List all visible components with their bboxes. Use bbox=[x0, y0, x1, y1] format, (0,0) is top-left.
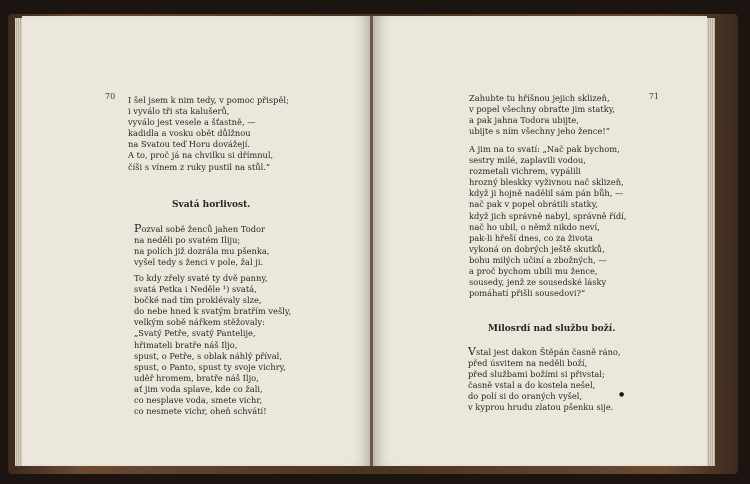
text-line: časně vstal a do kostela nešel, bbox=[468, 380, 596, 391]
poem-heading: Svatá horlivost. bbox=[172, 200, 251, 210]
text-line: kadidla a vosku obět důlžnou bbox=[128, 128, 251, 139]
text-line: před úsvitem na neděli boží, bbox=[468, 358, 588, 369]
text-line: Zahubte tu hříšnou jejich sklizeň, bbox=[469, 93, 610, 103]
text-line: spust, o Petře, s oblak náhlý příval, bbox=[134, 350, 282, 361]
text-line bbox=[468, 346, 621, 358]
poem-stanza bbox=[469, 144, 626, 299]
text-line: bočké nad tím proklévaly slze, bbox=[134, 295, 262, 306]
page-number: 70 bbox=[105, 92, 116, 101]
text-line: co nesmete vichr, oheň schvátí! bbox=[134, 406, 267, 417]
text-line: do polí si do oraných vyšel, bbox=[468, 391, 583, 402]
text-line: když ji hojně nadělil sám pán bůh, — bbox=[469, 188, 624, 199]
text-line-rest: stal jest dakon Štěpán časně ráno, bbox=[475, 347, 621, 357]
left-page bbox=[22, 16, 371, 466]
text-line: na neděli po svatém Iliju; bbox=[134, 235, 241, 246]
text-line: a pak jahna Todora ubijte, bbox=[469, 115, 579, 126]
text-line: na Svatou teď Horu dovážejí. bbox=[128, 139, 251, 150]
text-line: I šel jsem k nim tedy, v pomoc přispěl; bbox=[128, 95, 289, 105]
ink-dot: ● bbox=[619, 391, 625, 398]
text-line: pomáhatí přišli sousedovi?“ bbox=[469, 288, 586, 299]
drop-cap: P bbox=[134, 222, 142, 235]
page-number: 71 bbox=[648, 92, 659, 101]
text-line: do nebe hned k svatým bratřím vešly, bbox=[134, 306, 292, 317]
text-line: hřimateli bratře náš Iljo, bbox=[134, 339, 238, 350]
text-line: vyválo jest vesele a šťastně, — bbox=[128, 117, 256, 128]
text-line: vyšel tedy s ženci v pole, žal ji. bbox=[134, 257, 264, 268]
text-line: v popel všechny obraťte jim statky, bbox=[469, 104, 615, 115]
poem-stanza bbox=[469, 93, 615, 137]
text-line: uděř hromem, bratře náš Iljo, bbox=[134, 372, 259, 383]
text-line: ať jim voda splave, kde co žali, bbox=[134, 383, 263, 394]
text-line bbox=[134, 223, 270, 235]
text-line: bohu milých učiní a zbožných, — bbox=[469, 254, 607, 265]
drop-cap: V bbox=[468, 345, 476, 358]
text-line: A jim na to svatí: „Nač pak bychom, bbox=[469, 144, 620, 154]
text-line: To kdy zřely svaté ty dvě panny, bbox=[134, 273, 268, 283]
poem-stanza bbox=[468, 346, 621, 414]
text-line: „Svatý Petře, svatý Pantelije, bbox=[134, 328, 256, 339]
poem-heading: Milosrdí nad službu boží. bbox=[488, 324, 616, 334]
poem-stanza bbox=[134, 273, 291, 417]
text-line: spust, o Panto, spust ty svoje vichry, bbox=[134, 361, 286, 372]
text-line: když jich správně nabyl, správně řídí, bbox=[469, 210, 627, 221]
right-page bbox=[373, 16, 707, 466]
text-line: rozmetali vichrem, vypálili bbox=[469, 166, 581, 177]
text-line: před službami božími si přivstal; bbox=[468, 369, 605, 380]
poem-stanza bbox=[134, 223, 270, 268]
text-line: v kyprou hrudu zlatou pšenku sije. bbox=[468, 402, 614, 413]
text-line: na polích již dozrála mu pšenka, bbox=[134, 246, 270, 257]
text-line: velkým sobě nářkem stěžovaly: bbox=[134, 317, 265, 328]
text-line: nač ho ubil, o němž nikdo neví, bbox=[469, 221, 600, 232]
poem-stanza bbox=[128, 95, 289, 173]
text-line: ubijte s ním všechny jeho žence!“ bbox=[469, 126, 610, 137]
text-line: číši s vínem z ruky pustil na stůl.“ bbox=[128, 161, 271, 172]
right-page-edges bbox=[707, 18, 715, 466]
text-line: hrozný bleskky vyživnou nač sklizeň, bbox=[469, 177, 624, 188]
text-line: vykoná on dobrých ještě skutků, bbox=[469, 243, 605, 254]
text-line: sousedy, jenž ze sousedské lásky bbox=[469, 277, 607, 288]
text-line: A to, proč já na chvilku si dřímnul, bbox=[128, 150, 274, 161]
text-line: i vyválo tři sta kalušerů, bbox=[128, 106, 230, 117]
text-line: co nesplave voda, smete vichr, bbox=[134, 395, 263, 406]
text-line: sestry milé, zaplavili vodou, bbox=[469, 155, 586, 166]
text-line-rest: ozval sobě ženců jahen Todor bbox=[141, 224, 265, 234]
text-line: nač pak v popel obrátili statky, bbox=[469, 199, 598, 210]
text-line: a proč bychom ubili mu žence, bbox=[469, 266, 598, 277]
text-line: svatá Petka i Neděle ¹) svatá, bbox=[134, 284, 257, 295]
text-line: pak-li hřeší dnes, co za života bbox=[469, 232, 593, 243]
